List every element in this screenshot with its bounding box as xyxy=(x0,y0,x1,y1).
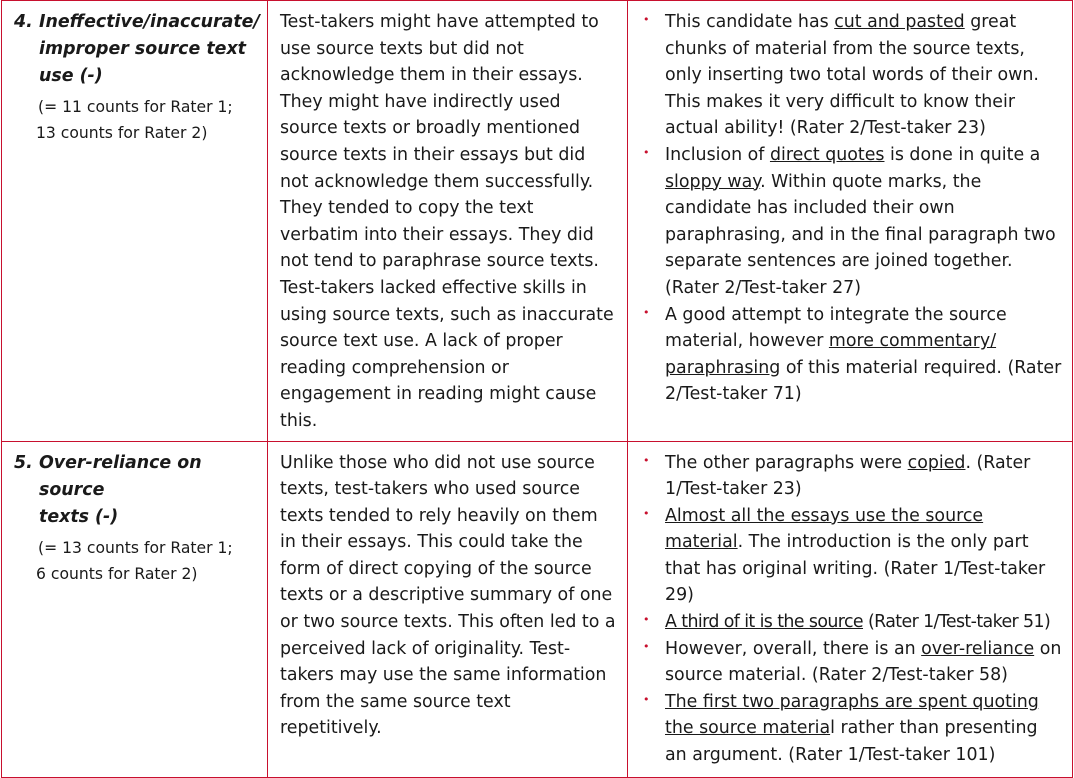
code-title-line: Ineffective/inaccurate/ xyxy=(39,12,260,32)
rater-quotes-cell xyxy=(628,1,1073,442)
underlined-text: more commentary/ paraphrasing xyxy=(665,331,997,378)
code-cell xyxy=(2,441,268,777)
underlined-text: The first two paragraphs are spent quoting the source materia xyxy=(665,691,1039,739)
counts-line: 6 counts for Rater 2) xyxy=(36,564,198,583)
code-counts xyxy=(14,535,257,587)
code-title-line: improper source text xyxy=(39,39,246,59)
code-number: 5. xyxy=(14,452,33,473)
code-title xyxy=(14,9,260,90)
bullet-icon: • xyxy=(643,13,650,26)
underlined-text: copied xyxy=(907,452,966,473)
bullet-icon: • xyxy=(643,305,650,319)
underlined-text: A third of it is the source xyxy=(665,612,864,633)
table-row xyxy=(2,441,1073,777)
table-row xyxy=(2,1,1073,442)
bullet-icon: • xyxy=(643,639,650,653)
code-title xyxy=(14,450,257,531)
list-item: • Inclusion of direct quotes is done in quite a sloppy way. Within quote marks, the candidate has included their own paraphrasing, and in the final paragraph two separate sentences are joined together. (Rater 2/Test-taker 27) xyxy=(640,142,1062,302)
list-item: • The first two paragraphs are spent quoting the source material rather than presenting an argument. (Rater 1/Test-taker 101) xyxy=(640,689,1062,769)
bullet-icon: • xyxy=(643,453,650,467)
list-item: • However, overall, there is an over-reliance on source material. (Rater 2/Test-taker 58) xyxy=(640,636,1062,689)
code-title-line: texts (-) xyxy=(39,506,119,527)
code-title-line: use (-) xyxy=(39,66,103,86)
list-item: • The other paragraphs were copied. (Rater 1/Test-taker 23) xyxy=(640,450,1062,503)
underlined-text: Almost all the essays use the source material xyxy=(665,505,984,553)
list-item: • A good attempt to integrate the source material, however more commentary/ paraphrasing of this material required. (Rater 2/Test-taker 71) xyxy=(640,302,1062,408)
counts-line: (= 11 counts for Rater 1; xyxy=(38,98,233,116)
counts-line: 13 counts for Rater 2) xyxy=(36,124,208,142)
bullet-icon: • xyxy=(643,506,650,520)
bullet-icon: • xyxy=(643,145,650,159)
code-description: Test-takers might have attempted to use source texts but did not acknowledge them in their essays. They might have indirectly used source texts or broadly mentioned source texts in their essays but did not acknowledge them successfully. They tended to copy the text verbatim into their essays. They did not tend to paraphrase source texts. Test-takers lacked effective skills in using source texts, such as inaccurate source text use. A lack of proper reading comprehension or engagement in reading might cause this. xyxy=(268,1,628,442)
list-item: • This candidate has cut and pasted great chunks of material from the source texts, only inserting two total words of their own. This makes it very difficult to know their actual ability! (Rater 2/Test-taker 23) xyxy=(640,9,1062,142)
rater-quotes xyxy=(640,9,1062,408)
underlined-text: over-reliance xyxy=(921,638,1035,659)
code-title-line: Over-reliance on source xyxy=(39,452,202,500)
code-description: Unlike those who did not use source texts, test-takers who used source texts tended to rely heavily on them in their essays. This could take the form of direct copying of the source texts or a descriptive summary of one or two source texts. This often led to a perceived lack of originality. Test-takers may use the same information from the same source text repetitively. xyxy=(268,441,628,777)
underlined-text: cut and pasted xyxy=(834,12,965,32)
rater-quotes-cell xyxy=(628,441,1073,777)
list-item: • Almost all the essays use the source material. The introduction is the only part that has original writing. (Rater 1/Test-taker 29) xyxy=(640,503,1062,609)
code-number: 4. xyxy=(14,12,33,32)
bullet-icon: • xyxy=(643,613,649,627)
coding-table xyxy=(1,0,1073,778)
list-item: • A third of it is the source (Rater 1/Test-taker 51) xyxy=(640,609,1062,636)
code-counts xyxy=(14,94,257,146)
rater-quotes xyxy=(640,450,1062,769)
underlined-text: direct quotes xyxy=(769,144,885,165)
counts-line: (= 13 counts for Rater 1; xyxy=(38,538,233,557)
bullet-icon: • xyxy=(643,692,650,706)
code-cell xyxy=(2,1,268,442)
underlined-text: sloppy way xyxy=(665,171,761,192)
